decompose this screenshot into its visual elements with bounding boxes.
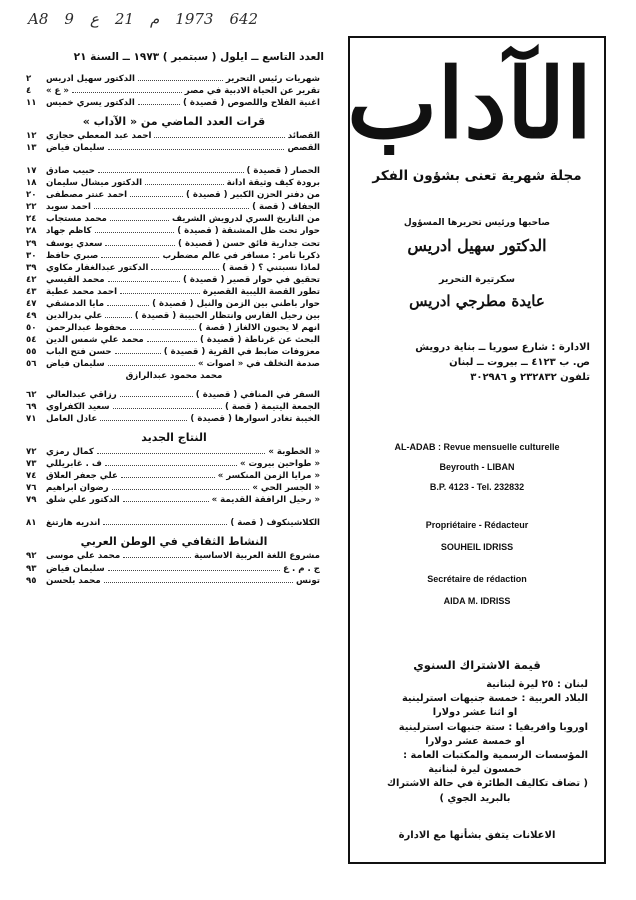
dot-leader xyxy=(113,402,222,409)
subscription-line: اوروبا وافريقيا : ستة جنيهات استرلينية xyxy=(398,721,588,733)
dot-leader xyxy=(108,359,195,366)
toc-entry-author: كمال رمزي xyxy=(46,446,94,457)
owner-label: صاحبها ورئيس تحريرها المسؤول xyxy=(403,218,551,228)
toc-entry-author: ف . غابريللي xyxy=(46,458,102,469)
address-line: تلفون ٢٣٢٨٣٢ و ٣٠٢٩٨٦ xyxy=(470,372,590,383)
french-secretary-label: Secrétaire de rédaction xyxy=(427,574,527,584)
dot-leader xyxy=(107,299,149,306)
address-block xyxy=(370,340,590,385)
toc-entry-title: الجفاف ( قصة ) xyxy=(252,202,320,213)
dot-leader xyxy=(108,275,180,282)
toc-entry-title: تقرير عن الحياة الادبية في مصر xyxy=(184,85,320,96)
section-new-works: النتاج الجديد xyxy=(141,430,207,444)
toc-entry xyxy=(24,323,324,335)
toc-entry-title: شهريات رئيس التحرير xyxy=(225,73,320,84)
toc-entry-page: ٤ xyxy=(26,85,32,96)
toc-entry xyxy=(24,311,324,323)
toc-entry-title: لماذا نسبتني ؟ ( قصة ) xyxy=(222,262,320,273)
toc-entry xyxy=(24,178,324,190)
toc-entry xyxy=(24,518,324,530)
toc-entry-author: احمد عنتر مصطفى xyxy=(46,190,128,201)
toc-entry-title: « مرايا الزمن المنكسر » xyxy=(217,471,320,482)
dot-leader xyxy=(130,323,196,330)
magazine-tagline: مجلة شهرية تعنى بشؤون الفكر xyxy=(372,168,582,184)
toc-entry-author: حسن فتح الباب xyxy=(46,347,112,358)
issue-header: العدد التاسع ــ ايلول ( سبتمبر ) ١٩٧٣ ــ السنة ٢١ xyxy=(73,51,324,63)
toc-entry-page: ٤٧ xyxy=(26,299,37,309)
toc-group-new xyxy=(24,447,324,507)
toc-entry-author: احمد سويد xyxy=(46,202,91,213)
toc-entry-author: سليمان فياض xyxy=(46,359,105,370)
toc-entry-author: علي جعفر العلاق xyxy=(46,471,118,482)
toc-entry xyxy=(24,287,324,299)
toc-entry xyxy=(24,483,324,495)
dot-leader xyxy=(101,251,159,258)
dot-leader xyxy=(100,414,187,421)
toc-entry-title: الحصار ( قصيدة ) xyxy=(246,165,320,176)
toc-entry xyxy=(24,275,324,287)
toc-entry xyxy=(24,74,324,86)
french-owner-name: SOUHEIL IDRISS xyxy=(440,542,514,552)
toc-entry xyxy=(24,202,324,214)
toc-entry xyxy=(24,414,324,426)
toc-entry xyxy=(24,459,324,471)
toc-entry-page: ٨١ xyxy=(26,518,37,529)
toc-entry-page: ٤٩ xyxy=(26,311,37,322)
subscription-line: المؤسسات الرسمية والمكتبات العامة : xyxy=(403,750,588,762)
toc-entry-page: ٢٩ xyxy=(26,238,37,249)
toc-entry-author: محمد القيسي xyxy=(46,274,105,285)
french-secretary-name: AIDA M. IDRISS xyxy=(443,596,511,606)
toc-group-intro xyxy=(24,74,324,110)
toc-entry-page: ٢ xyxy=(26,73,32,84)
dot-leader xyxy=(72,86,182,93)
toc-entry xyxy=(24,390,324,402)
dot-leader xyxy=(130,190,183,197)
toc-entry-author: سعيد الكفراوي xyxy=(46,401,110,412)
dot-leader xyxy=(123,551,191,558)
toc-entry-author: « ع » xyxy=(46,85,69,96)
dot-leader xyxy=(138,74,223,81)
toc-entry-title: صدمة التخلف في « اصوات » xyxy=(197,359,320,370)
toc-entry-page: ٧٤ xyxy=(26,471,37,482)
toc-entry-page: ٢٤ xyxy=(26,214,37,225)
toc-entry-page: ١١ xyxy=(26,97,37,108)
subscription-line: ( تضاف تكاليف الطائرة في حالة الاشتراك xyxy=(387,778,588,790)
toc-entry-title: « الجسر الحي » xyxy=(252,483,320,494)
french-city: Beyrouth - LIBAN xyxy=(439,462,515,472)
section-cultural-activity: النشاط الثقافي في الوطن العربي xyxy=(80,535,268,549)
toc-entry-author: علي بدرالدين xyxy=(46,311,103,322)
toc-entry-title: ج . م . ع xyxy=(283,563,320,574)
toc-entry-page: ٧١ xyxy=(26,413,37,424)
toc-group-past xyxy=(24,131,324,155)
toc-entry-title: القصائد xyxy=(287,130,320,141)
toc-entry xyxy=(24,98,324,110)
toc-entry-title: الجمعة اليتيمة ( قصة ) xyxy=(225,401,320,412)
toc-entry-author: رزاقي عبدالعالي xyxy=(46,389,117,400)
toc-entry-page: ٧٢ xyxy=(26,446,37,457)
french-contact: B.P. 4123 - Tel. 232832 xyxy=(429,482,525,492)
toc-entry xyxy=(24,226,324,238)
toc-entry-page: ٥٦ xyxy=(26,359,37,370)
toc-entry-author: اندريه هارتنغ xyxy=(46,518,101,529)
dot-leader xyxy=(145,178,224,185)
handwritten-mark: 9 xyxy=(64,10,74,28)
handwritten-mark: م xyxy=(149,10,160,28)
handwritten-mark: 642 xyxy=(229,10,259,28)
toc-entry-author: محفوظ عبدالرحمن xyxy=(46,323,127,334)
dot-leader xyxy=(110,214,169,221)
dot-leader xyxy=(112,483,250,490)
toc-entry-page: ٧٩ xyxy=(26,495,37,506)
toc-entry-author: محمد بلحسن xyxy=(46,575,101,586)
toc-entry-page: ٥٤ xyxy=(26,335,37,346)
toc-entry-author: صبري حافظ xyxy=(46,250,99,261)
subscription-line: البلاد العربية : خمسة جنيهات استرلينية xyxy=(401,693,588,705)
subscription-rates xyxy=(362,678,588,806)
handwritten-mark: A8 xyxy=(28,10,49,28)
address-line: ص. ب ٤١٢٣ ــ بيروت ــ لبنان xyxy=(449,357,590,368)
toc-group-activity xyxy=(24,551,324,587)
subscription-line: خمسون ليرة لبنانية xyxy=(428,764,522,776)
toc-entry-author: مايا الدمشقي xyxy=(46,299,105,309)
toc-entry-title: من التاريخ السري لدرويش الشريف xyxy=(171,214,320,225)
toc-entry-page: ٩٣ xyxy=(26,563,37,574)
toc-entry xyxy=(24,471,324,483)
toc-entry-title: حوار تحت ظل المشنقة ( قصيدة ) xyxy=(177,226,320,237)
toc-entry xyxy=(24,551,324,563)
toc-entry xyxy=(24,131,324,143)
toc-entry-author: احمد عبد المعطي حجازي xyxy=(46,130,152,141)
toc-entry xyxy=(24,166,324,178)
toc-entry-page: ٢٨ xyxy=(26,226,37,237)
toc-entry-author: حبيب صادق xyxy=(46,165,95,176)
toc-entry xyxy=(24,190,324,202)
toc-entry xyxy=(24,402,324,414)
toc-entry-title: برودة كيف وثيقة ادانة xyxy=(226,178,320,189)
subscription-heading: قيمة الاشتراك السنوي xyxy=(413,658,541,672)
dot-leader xyxy=(154,131,284,138)
table-of-contents xyxy=(24,52,324,588)
toc-entry-title: ذكريا تامر : مسافر في عالم مضطرب xyxy=(162,250,320,261)
toc-entry-title: من دفتر الحزن الكبير ( قصيدة ) xyxy=(186,190,320,201)
toc-entry-title: القصص xyxy=(287,142,320,153)
dot-leader xyxy=(151,263,219,270)
toc-entry xyxy=(24,347,324,359)
toc-entry-page: ٦٩ xyxy=(26,401,37,412)
toc-entry-page: ٤٢ xyxy=(26,274,37,285)
toc-entry-title: تحقيق في حوار قصير ( قصيدة ) xyxy=(182,274,320,285)
toc-group-late xyxy=(24,390,324,426)
toc-entry-page: ١٧ xyxy=(26,165,37,176)
toc-entry-page: ٤٣ xyxy=(26,286,37,297)
section-past-issue: قرات العدد الماضي من « الآداب » xyxy=(82,114,266,128)
dot-leader xyxy=(115,347,161,354)
toc-entry-title: « طواحين بيروت » xyxy=(240,458,320,469)
toc-entry-title: انهم لا يحبون الالغاز ( قصة ) xyxy=(198,323,320,334)
toc-entry-author: سعدي يوسف xyxy=(46,238,103,249)
dot-leader xyxy=(103,518,227,525)
toc-entry-title: اغنية الفلاح واللصوص ( قصيدة ) xyxy=(182,97,320,108)
french-owner-label: Propriétaire - Rédacteur xyxy=(425,520,529,530)
handwritten-annotation xyxy=(28,10,318,28)
toc-entry-title: الخيبة تغادر اسوارها ( قصيدة ) xyxy=(190,413,320,424)
toc-entry-page: ٣٩ xyxy=(26,262,37,273)
toc-entry-page: ٧٣ xyxy=(26,458,37,469)
toc-entry xyxy=(24,447,324,459)
toc-entry-author: عادل العامل xyxy=(46,413,98,424)
toc-entry-title: البحث عن غرناطة ( قصيدة ) xyxy=(199,335,320,346)
toc-entry xyxy=(24,359,324,371)
toc-entry-page: ١٨ xyxy=(26,178,37,189)
dot-leader xyxy=(147,335,197,342)
toc-entry xyxy=(24,143,324,155)
toc-entry-title: معزوفات ضابط في القرية ( قصيدة ) xyxy=(163,347,320,358)
toc-entry-page: ٧٦ xyxy=(26,483,37,494)
toc-entry xyxy=(24,263,324,275)
dot-leader xyxy=(121,471,215,478)
toc-entry-page: ١٣ xyxy=(26,142,37,153)
toc-entry-author: سليمان فياض xyxy=(46,142,105,153)
dot-leader xyxy=(120,390,193,397)
toc-entry-title: « رحيل الرافقة القديمة » xyxy=(211,495,320,506)
toc-entry xyxy=(24,251,324,263)
dot-leader xyxy=(97,447,265,454)
handwritten-mark: 1973 xyxy=(175,10,214,28)
toc-entry-author: الدكتور علي شلق xyxy=(46,495,120,506)
toc-entry-title: السفر في المنافي ( قصيدة ) xyxy=(195,389,320,400)
secretary-name: عايدة مطرجي ادريس xyxy=(409,292,545,310)
dot-leader xyxy=(108,143,285,150)
toc-standalone-author: محمد محمود عبدالرازق xyxy=(125,370,223,381)
toc-entry xyxy=(24,239,324,251)
toc-entry-author: رضوان ابراهيم xyxy=(46,483,109,494)
toc-entry-author: الدكتور ميشال سليمان xyxy=(46,178,143,189)
toc-group-main xyxy=(24,166,324,372)
toc-entry-title: تطور القصة الليبية القصيرة xyxy=(202,286,320,297)
toc-entry-page: ٥٠ xyxy=(26,323,37,334)
toc-entry-author: الدكتور عبدالغفار مكاوي xyxy=(46,262,149,273)
toc-entry-page: ٢٠ xyxy=(26,190,37,201)
subscription-line: بالبريد الجوي ) xyxy=(439,792,511,804)
toc-entry xyxy=(24,495,324,507)
handwritten-mark: 21 xyxy=(114,10,134,28)
french-title: AL-ADAB : Revue mensuelle culturelle xyxy=(394,442,560,452)
toc-entry-author: احمد محمد عطية xyxy=(46,286,118,297)
owner-name: الدكتور سهيل ادريس xyxy=(407,236,547,255)
address-line: الادارة : شارع سوريا ــ بناية درويش xyxy=(415,342,590,353)
toc-entry xyxy=(24,576,324,588)
toc-entry-page: ١٢ xyxy=(26,130,37,141)
toc-entry xyxy=(24,335,324,347)
dot-leader xyxy=(104,576,293,583)
toc-entry-author: محمد علي شمس الدين xyxy=(46,335,144,346)
subscription-line: او اثنا عشر دولارا xyxy=(432,707,518,719)
subscription-line: او خمسة عشر دولارا xyxy=(425,735,525,747)
toc-entry-page: ٥٥ xyxy=(26,347,37,358)
toc-entry-title: حوار باطني بين الزمن والنيل ( قصيدة ) xyxy=(152,299,320,309)
ads-note: الاعلانات يتفق بشأنها مع الادارة xyxy=(398,830,556,841)
toc-entry-page: ٩٢ xyxy=(26,551,37,562)
dot-leader xyxy=(105,459,237,466)
dot-leader xyxy=(94,202,249,209)
dot-leader xyxy=(120,287,200,294)
toc-entry-page: ٢٢ xyxy=(26,202,37,213)
secretary-label: سكرتيرة التحرير xyxy=(439,274,515,285)
toc-entry-author: محمد علي موسى xyxy=(46,551,121,562)
magazine-logo: الآداب xyxy=(347,47,592,160)
toc-entry-page: ٩٥ xyxy=(26,575,37,586)
dot-leader xyxy=(95,226,175,233)
toc-entry xyxy=(24,299,324,311)
toc-entry-title: تحت جدارية فائق حسن ( قصيدة ) xyxy=(178,238,320,249)
subscription-line: لبنان : ٢٥ ليرة لبنانية xyxy=(486,679,588,690)
dot-leader xyxy=(123,495,209,502)
toc-entry-author: سليمان فياض xyxy=(46,563,105,574)
toc-entry-title: الكلاشينكوف ( قصة ) xyxy=(230,518,320,529)
toc-entry xyxy=(24,86,324,98)
toc-entry-title: مشروع اللغة العربية الاساسية xyxy=(194,551,320,562)
toc-entry-title: « الخطوبة » xyxy=(268,446,320,457)
dot-leader xyxy=(105,239,175,246)
toc-entry-title: بين رحيل الفارس وانتظار الحبيبة ( قصيدة ) xyxy=(134,311,320,322)
toc-entry-author: الدكتور يسري خميس xyxy=(46,97,135,108)
toc-entry-author: محمد مستجاب xyxy=(46,214,107,225)
handwritten-mark: ع xyxy=(89,10,99,28)
toc-entry-author: كاظم جهاد xyxy=(46,226,92,237)
dot-leader xyxy=(98,166,244,173)
toc-entry-page: ٦٢ xyxy=(26,389,37,400)
dot-leader xyxy=(138,98,180,105)
toc-entry xyxy=(24,214,324,226)
toc-entry xyxy=(24,564,324,576)
toc-entry-author: الدكتور سهيل ادريس xyxy=(46,73,135,84)
toc-entry-page: ٣٠ xyxy=(26,250,37,261)
toc-entry-title: تونس xyxy=(296,575,320,586)
masthead-box xyxy=(348,36,606,864)
dot-leader xyxy=(105,311,131,318)
dot-leader xyxy=(108,564,280,571)
